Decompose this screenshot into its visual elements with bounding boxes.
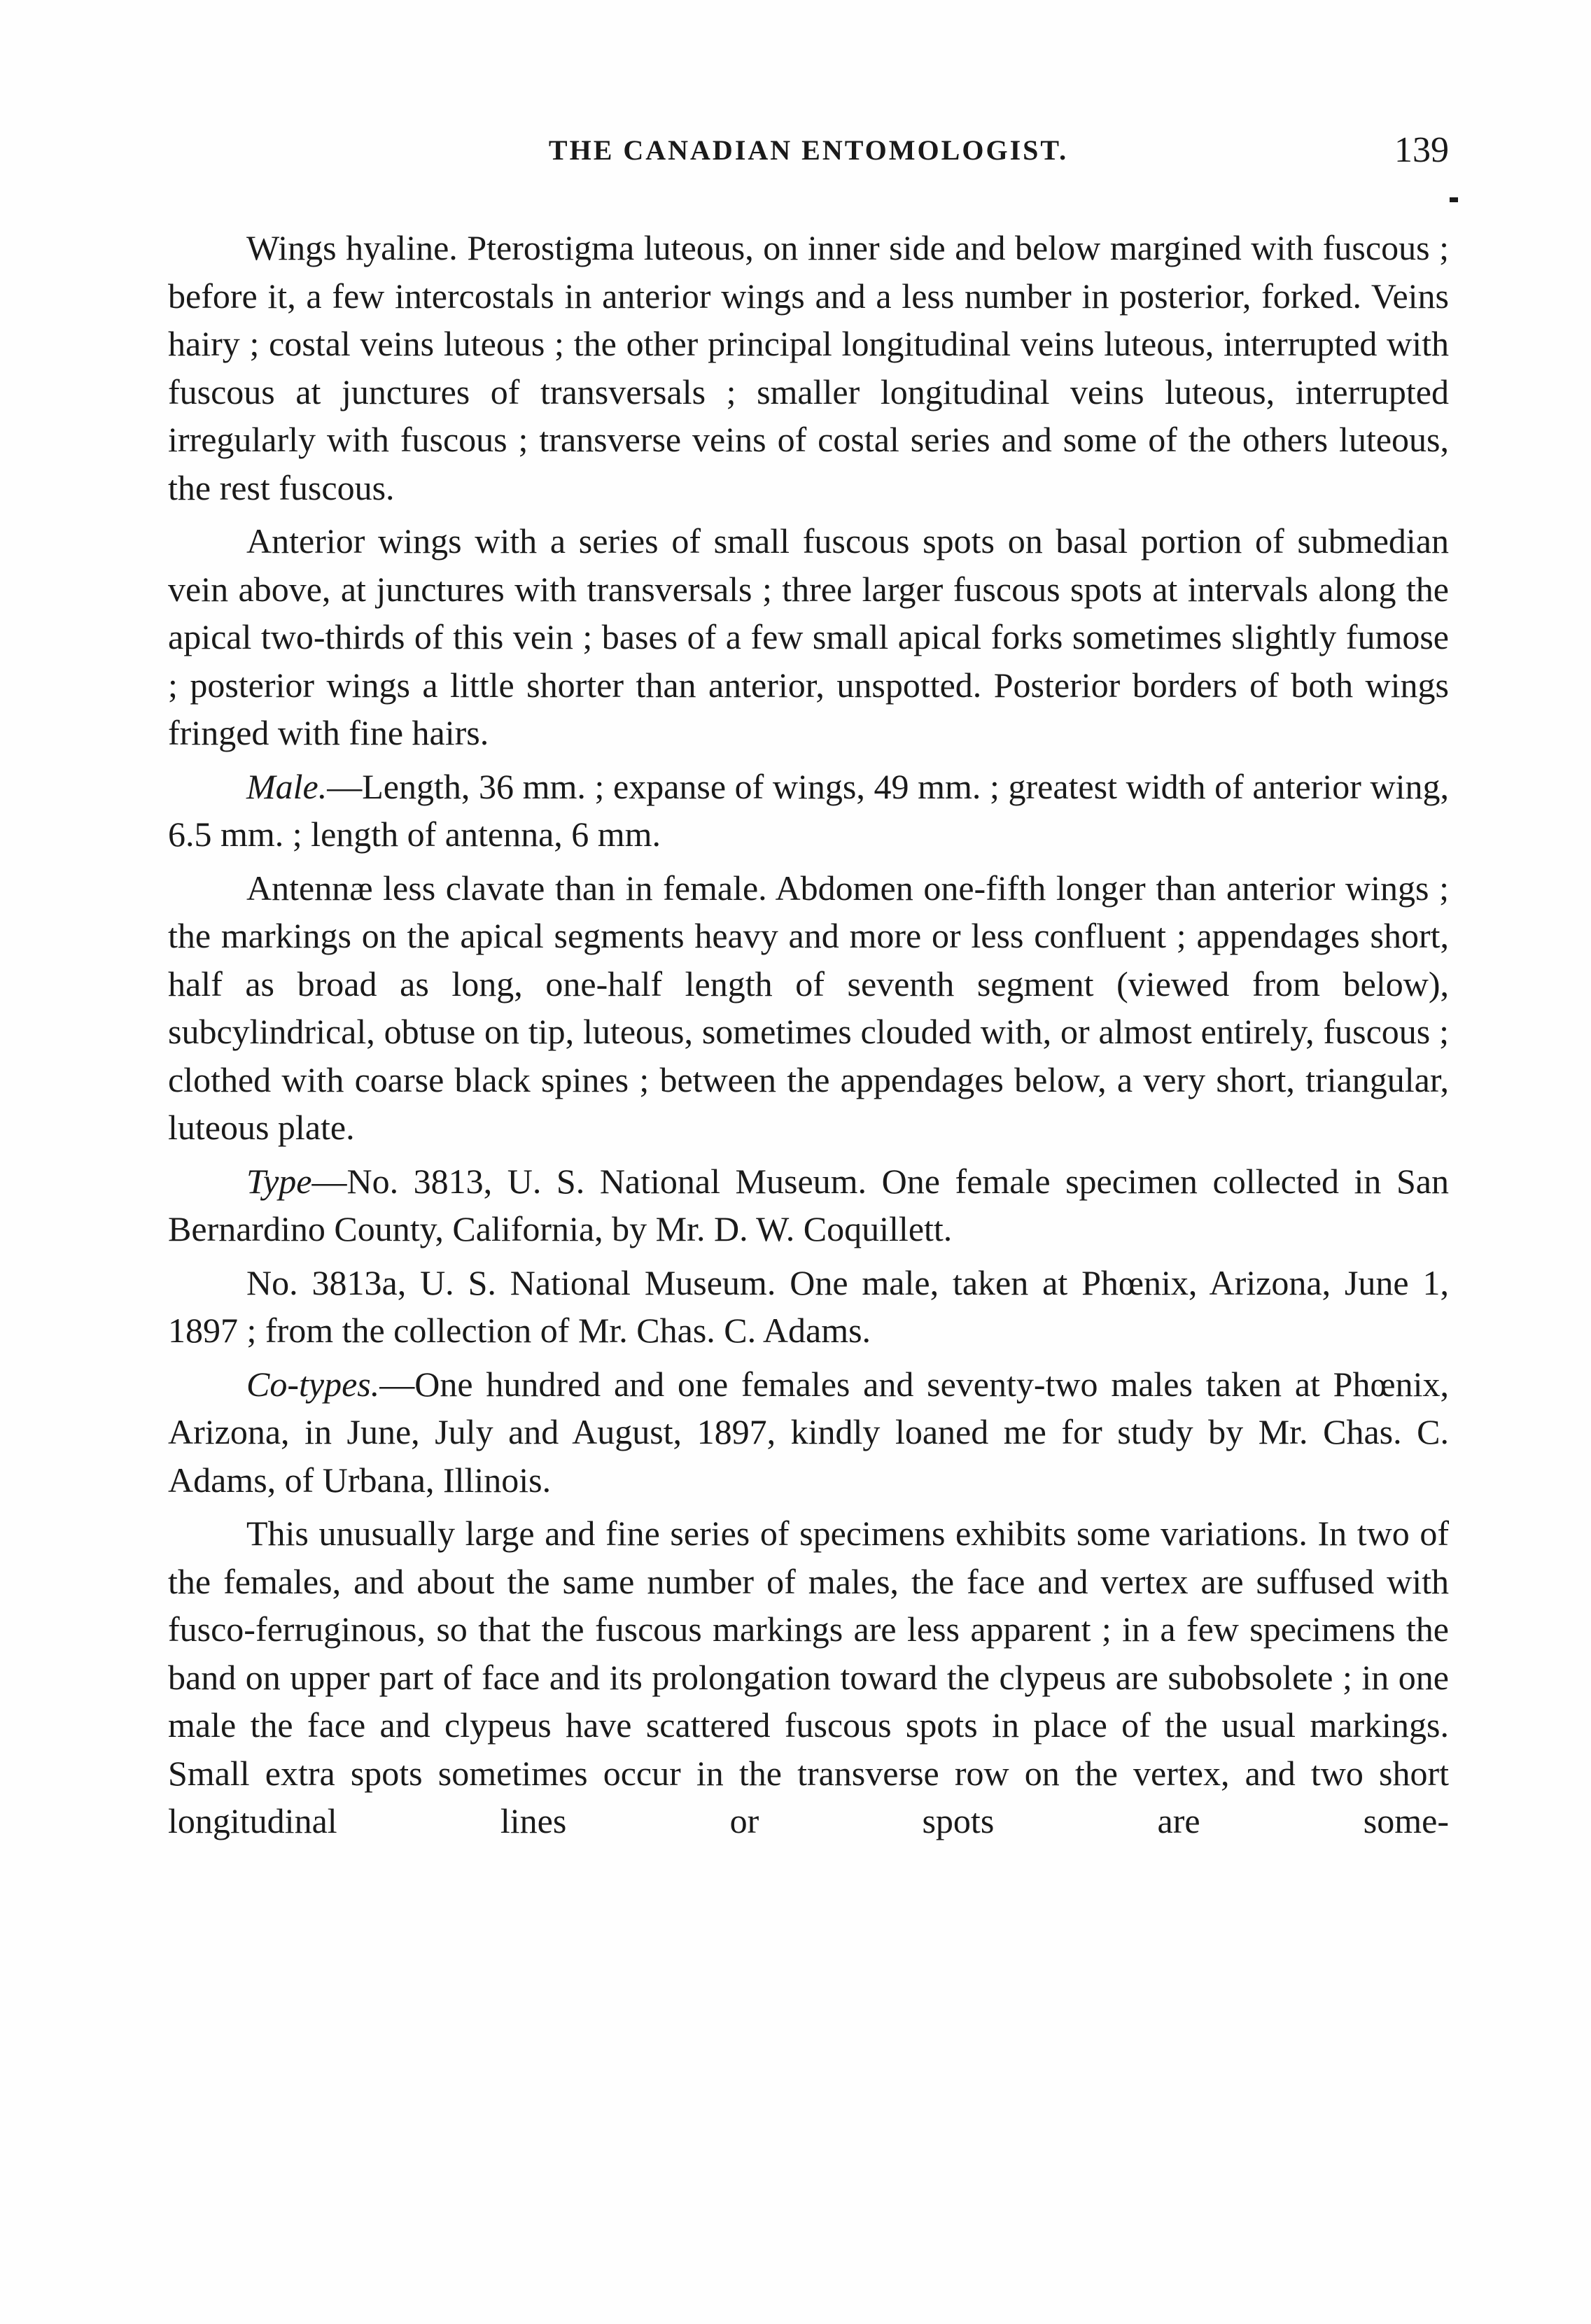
paragraph [168, 1360, 1449, 1505]
paragraph [168, 224, 1449, 512]
paragraph-text: No. 3813a, U. S. National Museum. One male, taken at Phœnix, Arizona, June 1, 1897 ; from the collection of Mr. Chas. C. Adams. [168, 1262, 1449, 1350]
paragraph-lead: Type [246, 1161, 312, 1201]
running-title: THE CANADIAN ENTOMOLOGIST. [548, 134, 1069, 166]
print-mark [1450, 197, 1458, 202]
page-number: 139 [1394, 130, 1449, 170]
paragraph [168, 1509, 1449, 1845]
paragraph-text: This unusually large and fine series of specimens exhibits some variations. In two of the females, and about the same number of males, the face and vertex are suffused with fusco-ferruginous, so that the fuscous markings are less apparent ; in a few specimens the band on upper part of face and its prolongation toward the clypeus are subobsolete ; in one male the face and clypeus have scattered fuscous spots in place of the usual markings. Small extra spots sometimes occur in the transverse row on the vertex, and two short longitudinal lines or spots are some- [168, 1514, 1449, 1840]
paragraph [168, 1157, 1449, 1253]
paragraph [168, 517, 1449, 757]
paragraph [168, 763, 1449, 859]
paragraph-text: —One hundred and one females and seventy-two males taken at Phœnix, Arizona, in June, July and August, 1897, kindly loaned me for study by Mr. Chas. C. Adams, of Urbana, Illinois. [168, 1364, 1449, 1500]
paragraph-text: Antennæ less clavate than in female. Abdomen one-fifth longer than anterior wings ; the markings on the apical segments heavy and more or less confluent ; appendages short, half as broad as long, one-half length of seventh segment (viewed from below), subcylindrical, obtuse on tip, luteous, sometimes clouded with, or almost entirely, fuscous ; clothed with coarse black spines ; between the appendages below, a very short, triangular, luteous plate. [168, 868, 1449, 1147]
paragraph-lead: Male. [246, 766, 328, 806]
paragraph-lead: Co-types. [246, 1364, 380, 1404]
paragraph-text: —Length, 36 mm. ; expanse of wings, 49 mm. ; greatest width of anterior wing, 6.5 mm. ; length of antenna, 6 mm. [168, 766, 1449, 854]
paragraph [168, 1259, 1449, 1355]
paragraph-text: Wings hyaline. Pterostigma luteous, on inner side and below margined with fuscous ; before it, a few intercostals in anterior wings and a less number in posterior, forked. Veins hairy ; costal veins luteous ; the other principal longitudinal veins luteous, interrupted with fuscous at junctures of transversals ; smaller longitudinal veins luteous, interrupted irregularly with fuscous ; transverse veins of costal series and some of the others luteous, the rest fuscous. [168, 228, 1449, 507]
paragraph [168, 864, 1449, 1152]
paragraph-text: Anterior wings with a series of small fuscous spots on basal portion of submedian vein above, at junctures with transversals ; three larger fuscous spots at intervals along the apical two-thirds of this vein ; bases of a few small apical forks sometimes slightly fumose ; posterior wings a little shorter than anterior, unspotted. Posterior borders of both wings fringed with fine hairs. [168, 521, 1449, 752]
paragraph-text: —No. 3813, U. S. National Museum. One female specimen collected in San Bernardino County, California, by Mr. D. W. Coquillett. [168, 1161, 1449, 1248]
running-head [168, 126, 1449, 175]
body-text [168, 224, 1449, 1851]
